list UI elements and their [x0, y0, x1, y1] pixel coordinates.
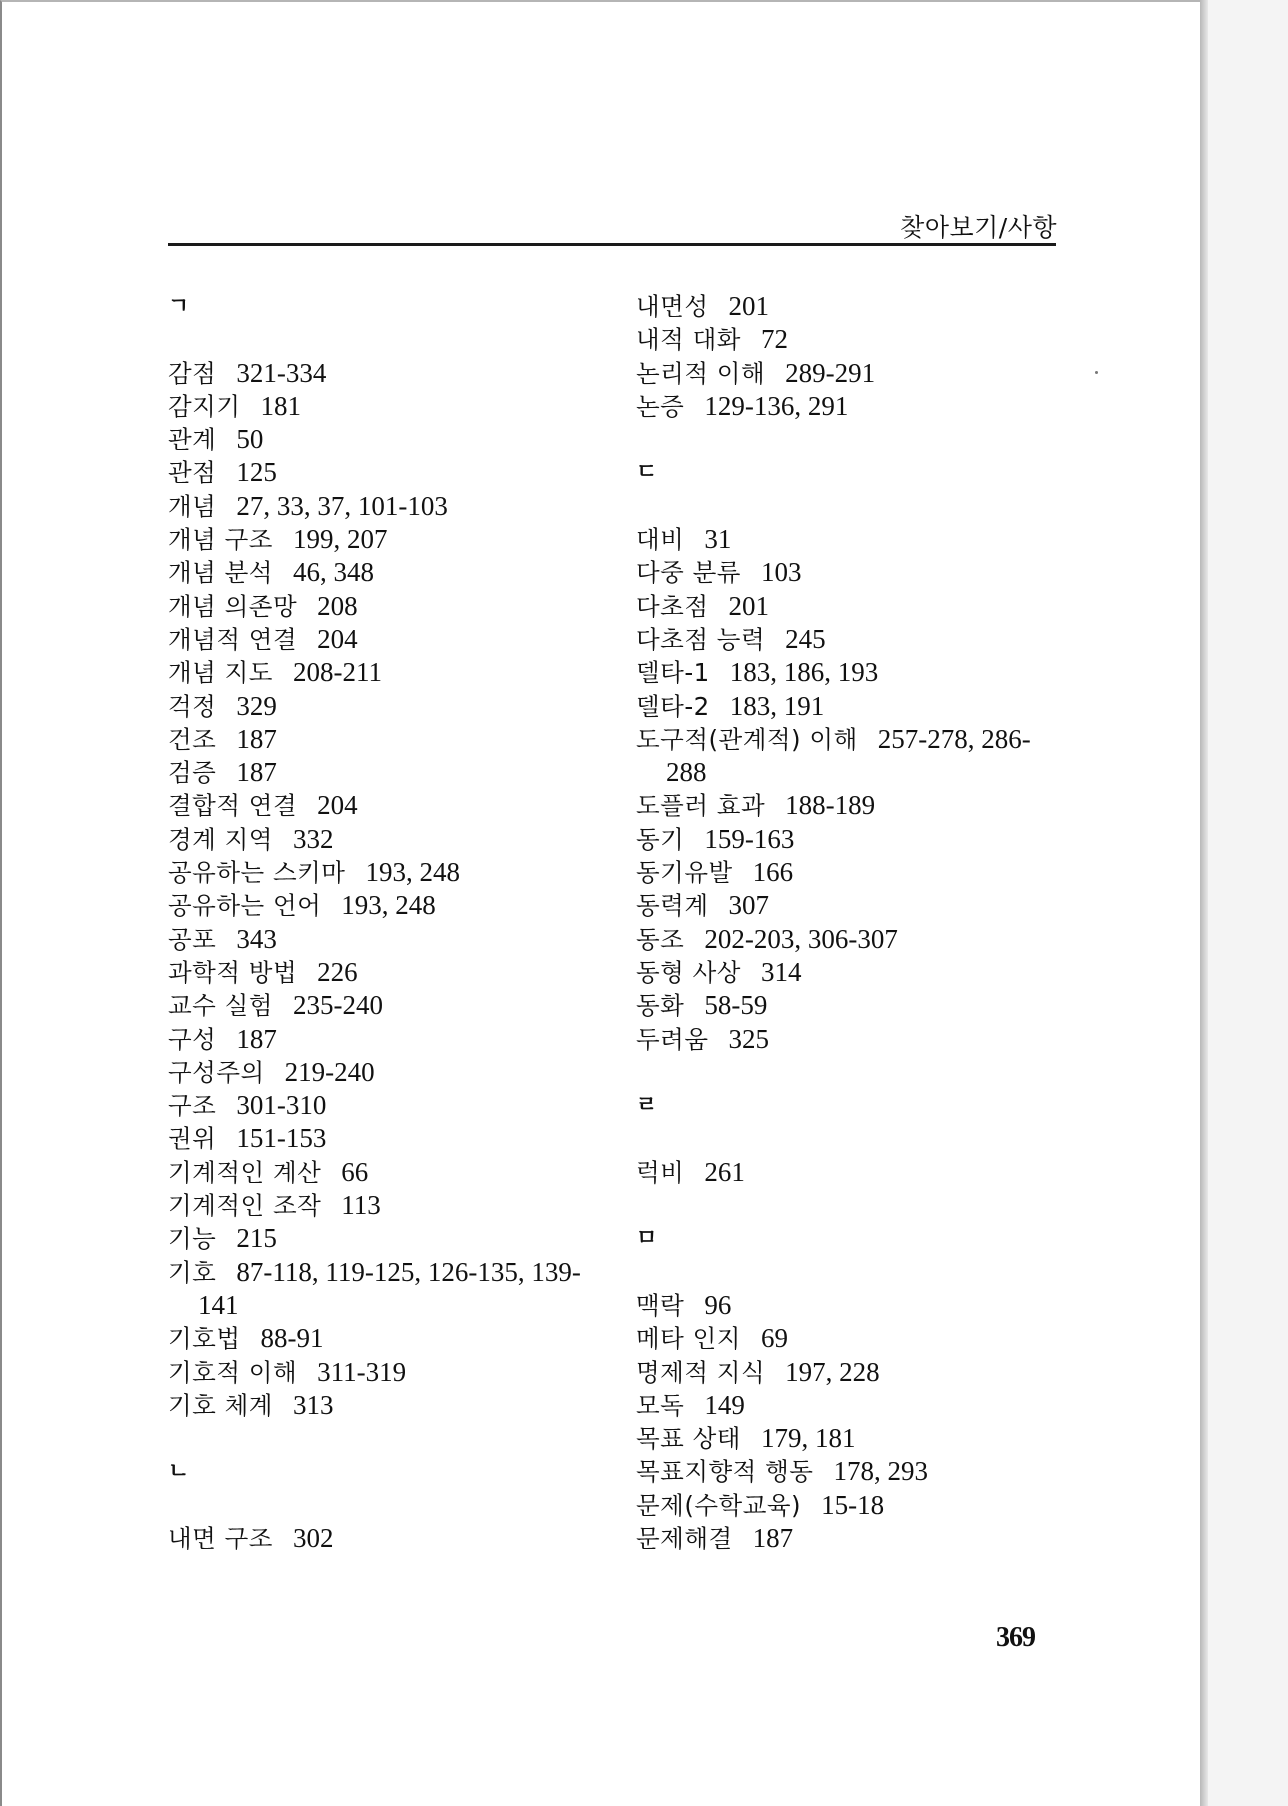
index-entry [636, 290, 1076, 323]
index-page-refs: 301-310 [236, 1090, 327, 1121]
index-page-refs: 31 [704, 524, 732, 555]
index-page-refs: 88-91 [260, 1323, 324, 1354]
index-page-refs: 307 [728, 890, 770, 921]
index-entry [168, 989, 608, 1022]
index-page-refs: 166 [752, 857, 794, 888]
index-page-refs: 201 [728, 291, 770, 321]
index-page-refs: 151-153 [236, 1123, 327, 1154]
index-page-refs: 208 [317, 590, 358, 621]
index-page-refs: 179, 181 [760, 1423, 856, 1454]
index-entry [168, 423, 608, 456]
index-term: 명제적 지식 [636, 1357, 766, 1387]
index-entry [168, 956, 608, 989]
index-entry [636, 1422, 1076, 1455]
index-entry [168, 1222, 608, 1255]
index-entry [168, 889, 608, 922]
index-term: 개념 분석 [168, 558, 273, 588]
section-letter: ㅁ [636, 1226, 658, 1252]
section-letter: ㄴ [168, 1459, 190, 1485]
index-page-refs: 58-59 [704, 990, 768, 1021]
index-page-refs: 325 [728, 1023, 770, 1054]
index-term: 걱정 [168, 691, 217, 721]
index-term: 목표지향적 행동 [636, 1457, 814, 1487]
index-term: 감지기 [168, 391, 241, 421]
viewer-background [1208, 0, 1288, 1806]
index-entry [168, 1522, 608, 1555]
index-entry [168, 490, 608, 523]
index-entry [636, 1522, 1076, 1555]
index-entry [168, 1356, 608, 1389]
index-page-refs: 257-278, 286- [877, 723, 1031, 754]
index-entry [168, 690, 608, 723]
index-entry [168, 923, 608, 956]
index-entry [636, 1023, 1076, 1056]
index-entry [168, 456, 608, 489]
index-entry [636, 989, 1076, 1022]
index-column-left [168, 290, 608, 1555]
index-entry [636, 889, 1076, 922]
index-entry [636, 390, 1076, 423]
index-page-refs: 202-203, 306-307 [704, 923, 898, 954]
index-page-refs: 187 [236, 723, 277, 754]
index-entry [636, 623, 1076, 656]
index-page-refs: 197, 228 [785, 1356, 880, 1387]
index-term: 동기유발 [636, 858, 733, 888]
index-term: 럭비 [636, 1157, 685, 1187]
index-page-refs: 187 [236, 1023, 277, 1054]
index-page-refs: 72 [760, 324, 788, 355]
index-entry [636, 590, 1076, 623]
index-page-refs: 96 [704, 1289, 732, 1320]
index-entry [168, 789, 608, 822]
index-page-refs: 219-240 [284, 1056, 375, 1087]
index-term: 관계 [168, 425, 217, 455]
index-term: 다초점 능력 [636, 624, 766, 654]
section-letter: ㄷ [636, 460, 658, 486]
index-term: 내면 구조 [168, 1523, 273, 1553]
index-term: 구성 [168, 1024, 217, 1054]
index-entry [168, 590, 608, 623]
running-header-title: 찾아보기/사항 [900, 213, 1057, 242]
index-term: 다초점 [636, 591, 709, 621]
index-term: 도구적(관계적) 이해 [636, 724, 858, 754]
index-entry [636, 357, 1076, 390]
index-page-refs: 245 [785, 623, 826, 654]
spacer [636, 490, 1076, 523]
scan-speck [1095, 371, 1098, 374]
index-term: 개념적 연결 [168, 624, 298, 654]
index-entry [636, 323, 1076, 356]
index-term: 동력계 [636, 891, 709, 921]
index-entry [636, 523, 1076, 556]
index-entry [168, 1389, 608, 1422]
index-entry [636, 1356, 1076, 1389]
index-page-refs: 343 [236, 923, 277, 954]
index-term: 교수 실험 [168, 991, 273, 1021]
index-term: 기호 [168, 1257, 217, 1287]
index-entry [636, 823, 1076, 856]
spacer [636, 1189, 1076, 1222]
index-entry [168, 1023, 608, 1056]
index-term: 동화 [636, 991, 685, 1021]
index-entry [636, 956, 1076, 989]
index-entry [168, 1122, 608, 1155]
index-term: 논리적 이해 [636, 358, 766, 388]
page-number: 369 [996, 1622, 1035, 1653]
index-page-refs: 215 [236, 1223, 277, 1254]
index-page-refs: 113 [341, 1190, 381, 1221]
index-term: 문제해결 [636, 1523, 733, 1553]
index-page-refs: 208-211 [292, 657, 382, 688]
index-page-refs: 199, 207 [292, 524, 388, 555]
index-term: 동조 [636, 924, 685, 954]
index-entry [168, 656, 608, 689]
index-term: 동형 사상 [636, 957, 741, 987]
index-term: 다중 분류 [636, 558, 741, 588]
index-term: 기호법 [168, 1324, 241, 1354]
index-page-refs: 311-319 [317, 1356, 407, 1387]
index-term: 결합적 연결 [168, 791, 298, 821]
index-term: 대비 [636, 525, 685, 555]
index-term: 도플러 효과 [636, 791, 766, 821]
index-term: 기호 체계 [168, 1390, 273, 1420]
index-entry [168, 1089, 608, 1122]
index-term: 구성주의 [168, 1057, 265, 1087]
index-page-refs: 193, 248 [341, 890, 436, 921]
index-term: 논증 [636, 391, 685, 421]
index-entry [168, 1156, 608, 1189]
index-page-refs: 187 [236, 757, 277, 788]
index-term: 과학적 방법 [168, 957, 298, 987]
index-page-refs: 87-118, 119-125, 126-135, 139- [236, 1256, 581, 1287]
index-page-refs: 103 [760, 557, 802, 588]
spacer [636, 1122, 1076, 1155]
index-page-refs: 159-163 [704, 823, 795, 854]
section-letter: ㄹ [636, 1093, 658, 1119]
index-term: 관점 [168, 458, 217, 488]
index-entry [636, 690, 1076, 723]
index-entry [636, 1156, 1076, 1189]
index-term: 검증 [168, 758, 217, 788]
index-entry [168, 723, 608, 756]
index-term: 두려움 [636, 1024, 709, 1054]
index-entry [168, 1056, 608, 1089]
index-term: 공포 [168, 924, 217, 954]
index-page-refs: 235-240 [292, 990, 383, 1021]
index-page-refs: 204 [317, 623, 358, 654]
index-page-refs: 302 [292, 1522, 334, 1553]
index-term: 내면성 [636, 292, 709, 321]
index-page-refs: 181 [260, 390, 302, 421]
index-entry [636, 923, 1076, 956]
index-term: 메타 인지 [636, 1324, 741, 1354]
index-page-refs: 46, 348 [292, 557, 374, 588]
index-page-refs: 226 [317, 956, 358, 987]
index-term: 경계 지역 [168, 824, 273, 854]
index-page-refs: 313 [292, 1389, 334, 1420]
index-term: 모독 [636, 1390, 685, 1420]
index-term: 권위 [168, 1124, 217, 1154]
index-entry [168, 756, 608, 789]
section-letter: ㄱ [168, 294, 190, 319]
index-page-refs: 69 [760, 1323, 788, 1354]
index-term: 개념 지도 [168, 658, 273, 688]
index-term: 구조 [168, 1091, 217, 1121]
index-entry-continuation: 288 [666, 757, 707, 788]
index-entry [168, 1322, 608, 1355]
index-page-refs: 289-291 [785, 357, 876, 388]
index-term: 내적 대화 [636, 325, 741, 355]
index-term: 기호적 이해 [168, 1357, 298, 1387]
index-term: 개념 구조 [168, 525, 273, 555]
index-entry [168, 1256, 608, 1289]
index-term: 기계적인 조작 [168, 1191, 322, 1221]
index-entry [636, 1389, 1076, 1422]
index-page-refs: 321-334 [236, 357, 327, 388]
index-page-refs: 50 [236, 424, 264, 455]
index-page-refs: 201 [728, 590, 770, 621]
index-entry [168, 390, 608, 423]
index-term: 기계적인 계산 [168, 1157, 322, 1187]
index-term: 공유하는 언어 [168, 891, 322, 921]
index-term: 델타-1 [636, 658, 710, 688]
index-term: 건조 [168, 724, 217, 754]
spacer [168, 323, 608, 356]
index-entry [168, 523, 608, 556]
index-term: 기능 [168, 1224, 217, 1254]
index-page-refs: 178, 293 [833, 1456, 928, 1487]
index-page-refs: 149 [704, 1389, 745, 1420]
index-entry [636, 656, 1076, 689]
index-page-refs: 15-18 [821, 1489, 885, 1520]
page-edge-shadow [1200, 0, 1208, 1806]
index-term: 공유하는 스키마 [168, 858, 346, 888]
index-term: 문제(수학교육) [636, 1490, 802, 1520]
index-term: 목표 상태 [636, 1424, 741, 1454]
index-entry [636, 789, 1076, 822]
index-page-refs: 332 [292, 823, 334, 854]
index-entry [636, 723, 1076, 756]
index-page-refs: 27, 33, 37, 101-103 [236, 490, 448, 521]
index-entry [636, 556, 1076, 589]
index-page-refs: 66 [341, 1156, 369, 1187]
index-page-refs: 188-189 [785, 790, 876, 821]
index-entry [168, 1189, 608, 1222]
index-entry [168, 556, 608, 589]
index-entry [636, 1489, 1076, 1522]
index-entry [168, 823, 608, 856]
index-page-refs: 261 [704, 1156, 745, 1187]
index-term: 델타-2 [636, 691, 710, 721]
index-entry [636, 1455, 1076, 1488]
index-page-refs: 204 [317, 790, 358, 821]
index-page-refs: 129-136, 291 [704, 390, 849, 421]
spacer [636, 423, 1076, 456]
index-entry-continuation: 141 [198, 1289, 239, 1320]
spacer [168, 1422, 608, 1455]
index-term: 개념 의존망 [168, 591, 298, 621]
index-page-refs: 329 [236, 690, 277, 721]
index-entry [636, 856, 1076, 889]
index-page-refs: 314 [760, 956, 802, 987]
index-page-refs: 125 [236, 457, 277, 488]
spacer [636, 1056, 1076, 1089]
spacer [636, 1256, 1076, 1289]
index-term: 동기 [636, 824, 685, 854]
index-term: 맥락 [636, 1290, 685, 1320]
header-rule [168, 243, 1056, 246]
index-term: 개념 [168, 491, 217, 521]
index-entry [168, 357, 608, 390]
index-entry [168, 623, 608, 656]
index-page-refs: 183, 191 [729, 690, 825, 721]
index-entry [636, 1322, 1076, 1355]
index-entry [636, 1289, 1076, 1322]
index-column-right [636, 290, 1076, 1555]
index-page-refs: 187 [752, 1522, 794, 1553]
spacer [168, 1489, 608, 1522]
index-term: 감점 [168, 358, 217, 388]
index-entry [168, 856, 608, 889]
index-page-refs: 183, 186, 193 [729, 657, 879, 688]
index-page-refs: 193, 248 [365, 857, 460, 888]
